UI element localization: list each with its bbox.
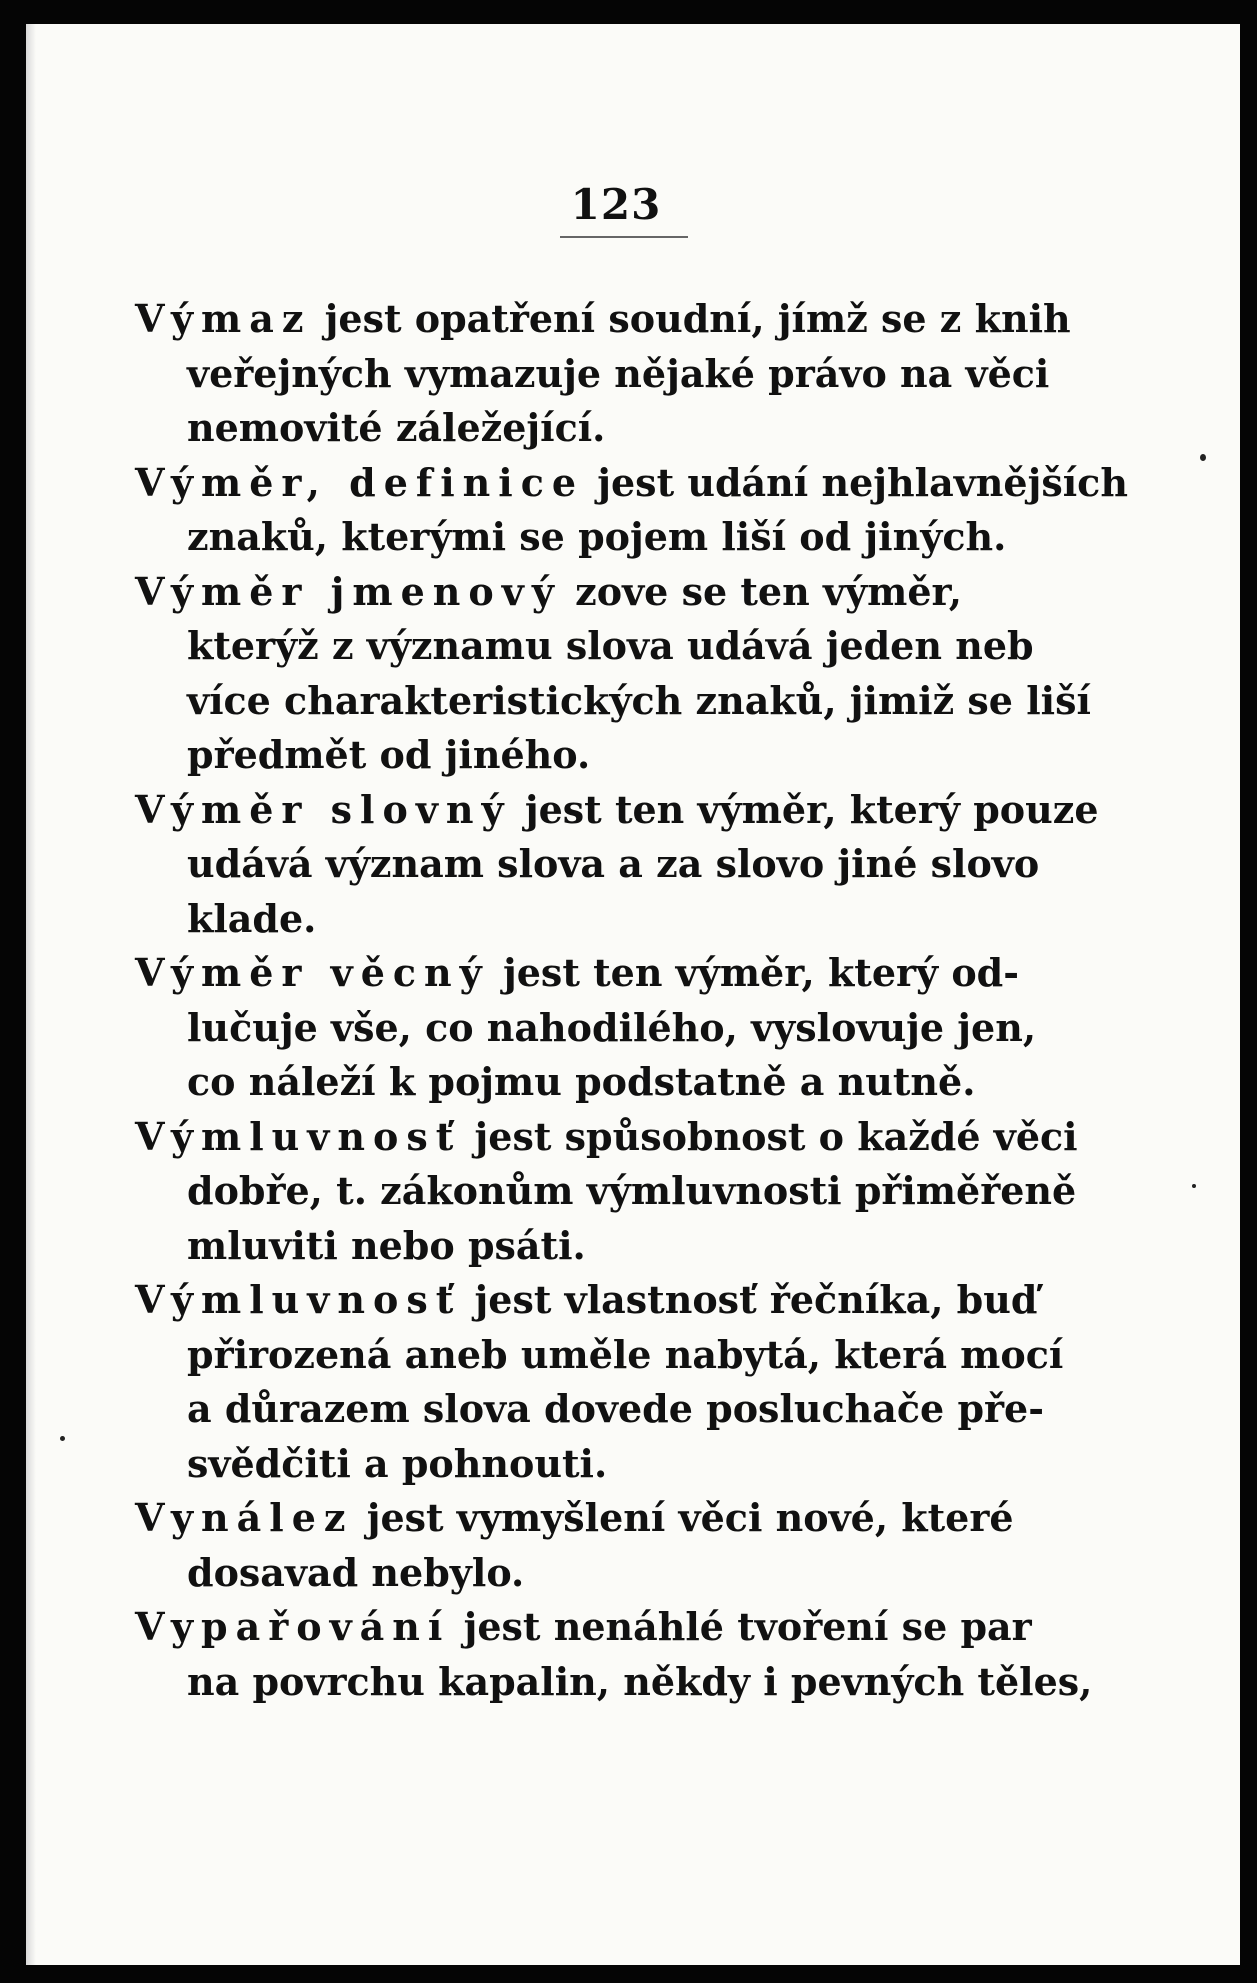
entry-term: Výmluvnosť (135, 1277, 462, 1322)
entry-continuation-line: a důrazem slova dovede posluchače pře- (187, 1386, 1044, 1431)
dictionary-content (135, 292, 1128, 1709)
entry-continuation-line: více charakteristických znaků, jimiž se liší (187, 677, 1091, 723)
entry-first-line (135, 1273, 1115, 1328)
entry-term: Vypařování (135, 1604, 451, 1649)
entry-text: jest spůsobnost o každé věci (461, 1113, 1078, 1159)
dictionary-entry (135, 456, 1128, 565)
entry-continuation-line: kterýž z významu slova udává jeden neb (187, 623, 1034, 668)
entry-continuation-line: klade. (187, 895, 317, 941)
entry-continuation-line: lučuje vše, co nahodilého, vyslovuje jen, (187, 1004, 1037, 1050)
entry-continuation-line: předmět od jiného. (187, 732, 591, 777)
dictionary-entry (135, 292, 1115, 456)
dictionary-entry (135, 946, 1115, 1110)
entry-continuation-line: znaků, kterými se pojem liší od jiných. (187, 514, 1007, 559)
entry-first-line (135, 946, 1115, 1001)
entry-first-line (135, 1600, 1115, 1655)
dictionary-entry (135, 1273, 1115, 1491)
entry-continuation-line: nemovité záležející. (187, 405, 606, 450)
entry-term: Výměr věcný (135, 950, 490, 995)
entry-text: jest opatření soudní, jímž se z knih (311, 296, 1071, 341)
entry-text: jest nenáhlé tvoření se par (450, 1604, 1032, 1649)
scan-speck (1192, 1184, 1196, 1188)
entry-continuation-line: na povrchu kapalin, někdy i pevných těles, (187, 1658, 1093, 1704)
entry-text: zove se ten výměr, (561, 568, 962, 614)
dictionary-entry (135, 1600, 1115, 1709)
entry-term: Výměr jmenový (135, 568, 562, 614)
scan-speck (1200, 454, 1206, 461)
entry-term: Výmluvnosť (135, 1113, 462, 1159)
entry-term: Výmaz (135, 296, 312, 341)
entry-text: jest vymyšlení věci nové, které (353, 1495, 1014, 1540)
entry-first-line (135, 1491, 1115, 1546)
entry-text: jest ten výměr, který od- (489, 950, 1020, 995)
entry-first-line (135, 783, 1115, 838)
page-number: 123 (570, 180, 662, 229)
entry-first-line (135, 292, 1115, 347)
entry-continuation-line: dosavad nebylo. (187, 1549, 525, 1595)
entry-text: jest udání nejhlavnějších (584, 459, 1128, 505)
dictionary-entry (135, 1110, 1115, 1274)
dictionary-entry (135, 1491, 1115, 1600)
entry-continuation-line: dobře, t. zákonům výmluvnosti přiměřeně (187, 1168, 1077, 1213)
entry-first-line (135, 456, 1128, 511)
entry-continuation-line: co náleží k pojmu podstatně a nutně. (187, 1059, 976, 1104)
entry-continuation-line: svědčiti a pohnouti. (187, 1440, 608, 1486)
entry-term: Výměr slovný (135, 786, 512, 832)
entry-first-line (135, 565, 1115, 620)
dictionary-entry (135, 565, 1115, 783)
entry-term: Vynález (135, 1495, 354, 1540)
entry-continuation-line: udává význam slova a za slovo jiné slovo (187, 841, 1040, 886)
entry-continuation-line: mluviti nebo psáti. (187, 1222, 586, 1268)
entry-continuation-line: veřejných vymazuje nějaké právo na věci (187, 350, 1050, 396)
dictionary-entry (135, 783, 1115, 947)
entry-first-line (135, 1110, 1115, 1165)
page-number-rule (560, 236, 688, 238)
entry-text: jest vlastnosť řečníka, buď (461, 1277, 1038, 1322)
entry-text: jest ten výměr, který pouze (511, 786, 1099, 832)
scan-speck (60, 1436, 65, 1441)
entry-term: Výměr, definice (135, 459, 585, 505)
entry-continuation-line: přirozená aneb uměle nabytá, která mocí (187, 1331, 1064, 1377)
